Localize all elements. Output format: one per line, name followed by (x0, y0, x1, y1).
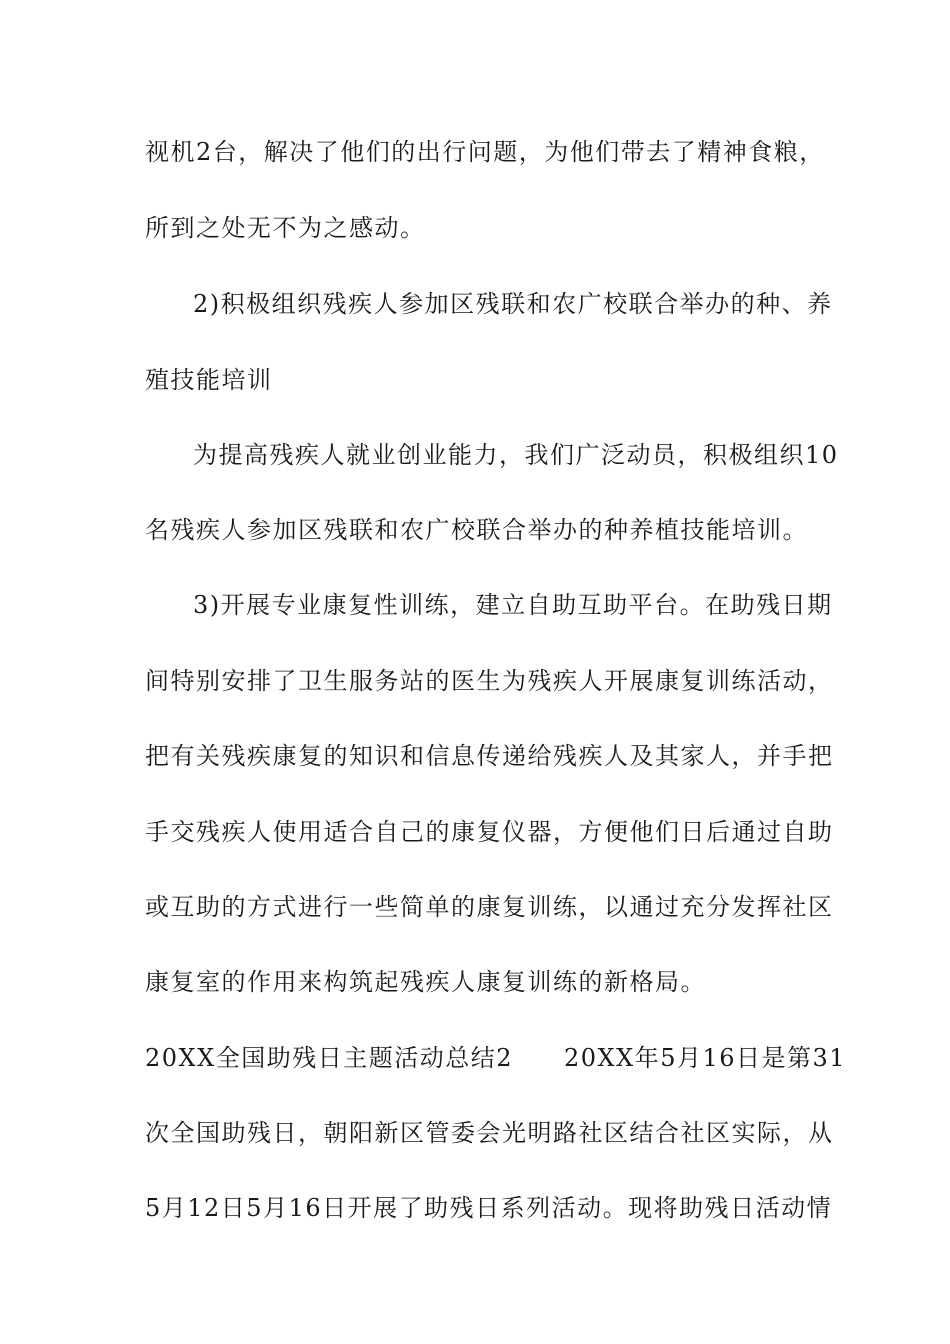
text-line: 为提高残疾人就业创业能力，我们广泛动员，积极组织10 (193, 441, 839, 469)
text-line: 视机2台，解决了他们的出行问题，为他们带去了精神食粮， (145, 138, 825, 166)
text-line: 把有关残疾康复的知识和信息传递给残疾人及其家人，并手把 (145, 742, 834, 770)
text-line: 5月12日5月16日开展了助残日系列活动。现将助残日活动情 (145, 1194, 833, 1222)
text-line: 20XX全国助残日主题活动总结2 20XX年5月16日是第31 (145, 1044, 847, 1072)
text-line: 名残疾人参加区残联和农广校联合举办的种养植技能培训。 (145, 516, 808, 544)
text-line: 3)开展专业康复性训练，建立自助互助平台。在助残日期 (193, 591, 833, 619)
text-line: 2)积极组织残疾人参加区残联和农广校联合举办的种、养 (193, 290, 833, 318)
text-line: 康复室的作用来构筑起残疾人康复训练的新格局。 (145, 968, 706, 996)
text-line: 所到之处无不为之感动。 (145, 214, 426, 242)
text-line: 次全国助残日，朝阳新区管委会光明路社区结合社区实际，从 (145, 1119, 834, 1147)
text-line: 间特别安排了卫生服务站的医生为残疾人开展康复训练活动， (145, 667, 834, 695)
text-line: 或互助的方式进行一些简单的康复训练，以通过充分发挥社区 (145, 893, 834, 921)
text-line: 殖技能培训 (145, 366, 273, 394)
text-line: 手交残疾人使用适合自己的康复仪器，方便他们日后通过自助 (145, 818, 834, 846)
